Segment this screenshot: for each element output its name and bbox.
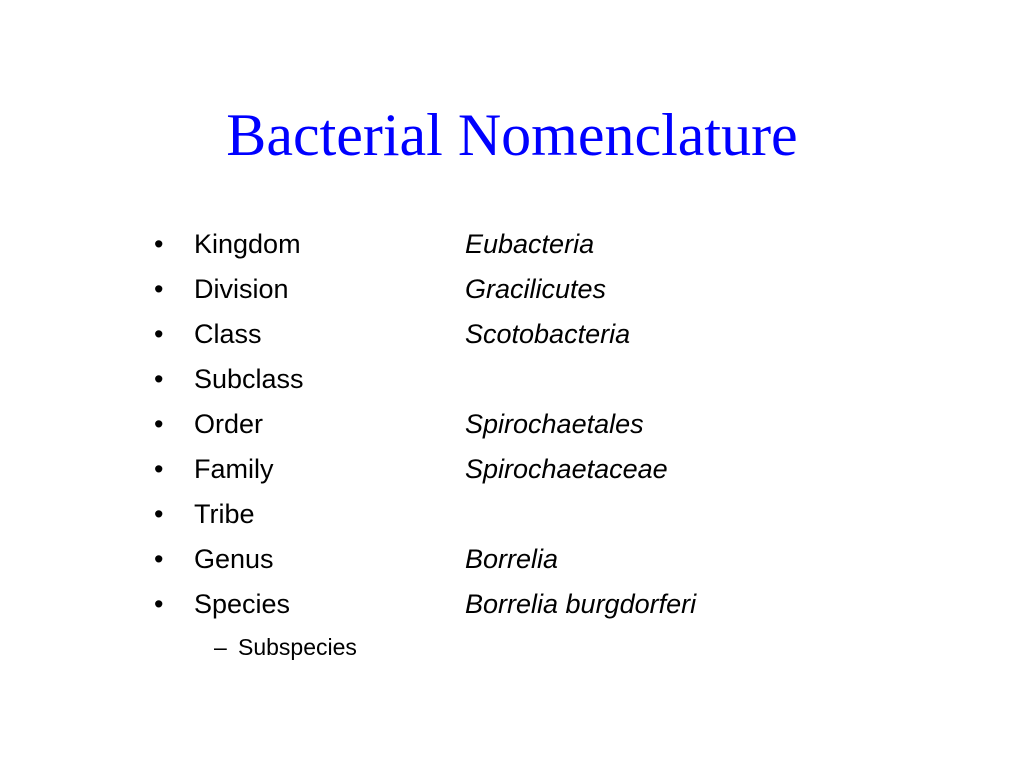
bullet-icon: • [154, 229, 164, 259]
bullet-icon: • [154, 409, 164, 439]
bullet-icon: • [154, 499, 164, 529]
taxon-name: Borrelia burgdorferi [465, 589, 697, 619]
bullet-icon: • [154, 364, 164, 394]
rank-label: Genus [194, 544, 274, 574]
bullet-icon: • [154, 319, 164, 349]
rank-label: Division [194, 274, 289, 304]
taxon-name: Eubacteria [465, 229, 595, 259]
rank-label: Class [194, 319, 262, 349]
bullet-icon: • [154, 274, 164, 304]
taxon-name: Scotobacteria [465, 319, 631, 349]
taxon-name: Spirochaetaceae [465, 454, 668, 484]
slide-title: Bacterial Nomenclature [226, 102, 798, 168]
dash-icon: – [214, 634, 227, 660]
rank-label: Subclass [194, 364, 304, 394]
taxon-name: Spirochaetales [465, 409, 644, 439]
rank-label: Subspecies [238, 634, 357, 660]
rank-label: Species [194, 589, 291, 619]
rank-label: Order [194, 409, 264, 439]
bullet-icon: • [154, 544, 164, 574]
taxon-name: Borrelia [465, 544, 559, 574]
rank-label: Family [194, 454, 274, 484]
bullet-icon: • [154, 454, 164, 484]
bullet-icon: • [154, 589, 164, 619]
taxon-name: Gracilicutes [465, 274, 607, 304]
rank-label: Tribe [194, 499, 255, 529]
rank-label: Kingdom [194, 229, 301, 259]
